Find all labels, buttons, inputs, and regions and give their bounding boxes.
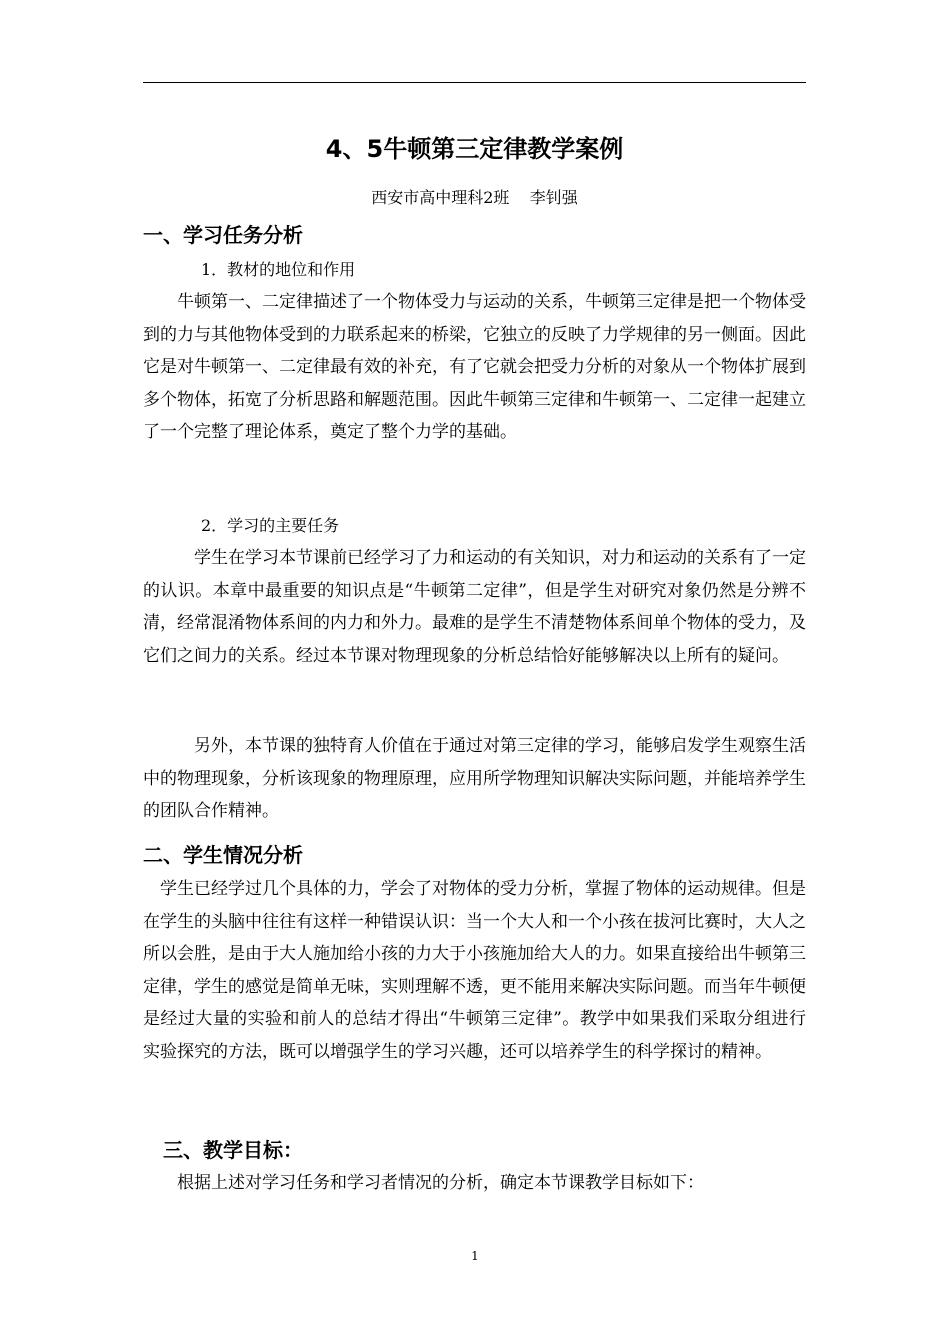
section-heading-teaching-goals: 三、教学目标： <box>143 1138 303 1162</box>
header-rule <box>143 82 806 83</box>
section-heading-student-analysis: 二、学生情况分析 <box>143 843 303 867</box>
subsection-heading-main-task: 2．学习的主要任务 <box>201 516 340 535</box>
paragraph-educational-value: 另外，本节课的独特育人价值在于通过对第三定律的学习，能够启发学生观察生活中的物理现象，分析该现象的物理原理，应用所学物理知识解决实际问题，并能培养学生的团队合作精神。 <box>143 736 806 822</box>
paragraph-student-analysis: 学生已经学过几个具体的力，学会了对物体的受力分析，掌握了物体的运动规律。但是在学生的头脑中往往有这样一种错误认识：当一个大人和一个小孩在拔河比赛时，大人之所以会胜，是由于大人施加给小孩的力大于小孩施加给大人的力。如果直接给出牛顿第三定律，学生的感觉是简单无味，实则理解不透，更不能用来解决实际问题。而当年牛顿便是经过大量的实验和前人的总结才得出“牛顿第三定律”。教学中如果我们采取分组进行实验探究的方法，既可以增强学生的学习兴趣，还可以培养学生的科学探讨的精神。 <box>143 879 806 1062</box>
paragraph-main-task: 学生在学习本节课前已经学习了力和运动的有关知识，对力和运动的关系有了一定的认识。本章中最重要的知识点是“牛顿第二定律”，但是学生对研究对象仍然是分辨不清，经常混淆物体系间的内力和外力。最难的是学生不清楚物体系间单个物体的受力，及它们之间力的关系。经过本节课对物理现象的分析总结恰好能够解决以上所有的疑问。 <box>143 548 806 666</box>
section-heading-learning-task: 一、学习任务分析 <box>143 223 303 247</box>
page-number: 1 <box>471 1249 479 1263</box>
document-title: 4、5牛顿第三定律教学案例 <box>325 135 624 163</box>
author-byline: 西安市高中理科2班 李钊强 <box>371 188 578 207</box>
subsection-heading-textbook-role: 1．教材的地位和作用 <box>201 260 356 279</box>
paragraph-teaching-goals: 根据上述对学习任务和学习者情况的分析，确定本节课教学目标如下： <box>143 1173 704 1193</box>
paragraph-textbook-role: 牛顿第一、二定律描述了一个物体受力与运动的关系，牛顿第三定律是把一个物体受到的力与其他物体受到的力联系起来的桥梁，它独立的反映了力学规律的另一侧面。因此它是对牛顿第一、二定律最有效的补充，有了它就会把受力分析的对象从一个物体扩展到多个物体，拓宽了分析思路和解题范围。因此牛顿第三定律和牛顿第一、二定律一起建立了一个完整了理论体系，奠定了整个力学的基础。 <box>143 292 806 443</box>
